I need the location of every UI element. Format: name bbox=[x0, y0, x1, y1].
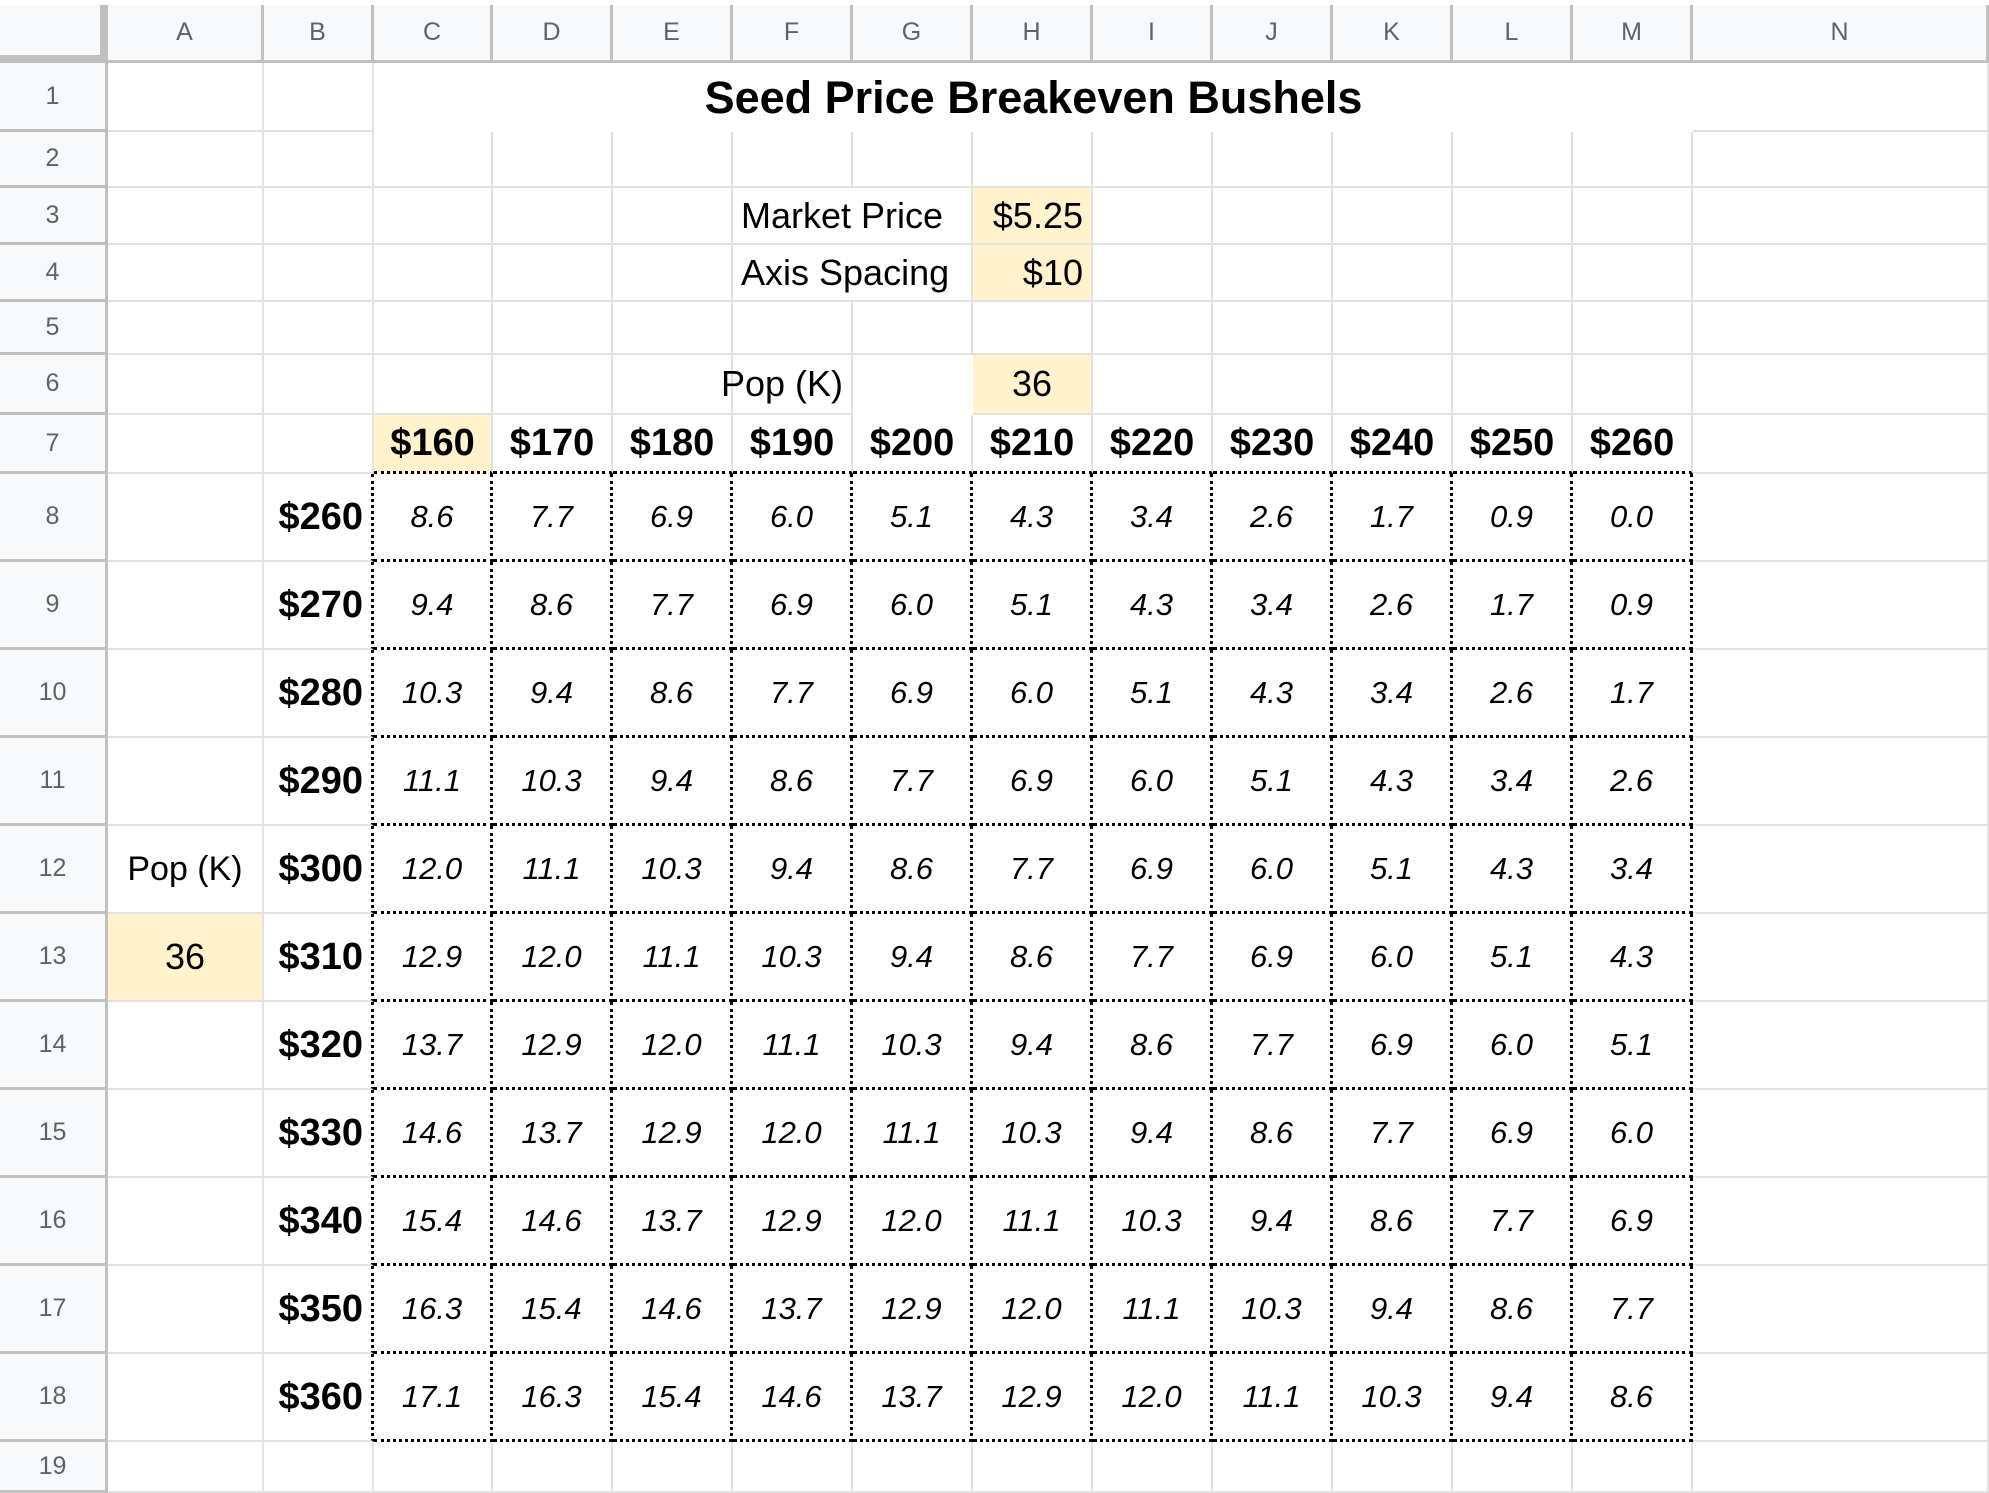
value-cell[interactable]: 6.0 bbox=[733, 474, 853, 562]
cell-M5[interactable] bbox=[1573, 302, 1693, 355]
cell-E5[interactable] bbox=[613, 302, 733, 355]
cell-H2[interactable] bbox=[973, 132, 1093, 188]
cell-A14[interactable] bbox=[108, 1002, 264, 1090]
row-header-6[interactable]: 6 bbox=[0, 355, 108, 415]
cell-A1[interactable] bbox=[108, 63, 264, 132]
value-cell[interactable]: 5.1 bbox=[1333, 826, 1453, 914]
value-cell[interactable]: 2.6 bbox=[1213, 474, 1333, 562]
value-cell[interactable]: 8.6 bbox=[1333, 1178, 1453, 1266]
value-cell[interactable]: 6.0 bbox=[1333, 914, 1453, 1002]
value-cell[interactable]: 8.6 bbox=[493, 562, 613, 650]
cell-N9[interactable] bbox=[1693, 562, 1989, 650]
value-cell[interactable]: 10.3 bbox=[493, 738, 613, 826]
market-price-label[interactable]: Market Price bbox=[733, 188, 973, 245]
cell-A9[interactable] bbox=[108, 562, 264, 650]
value-cell[interactable]: 6.0 bbox=[1213, 826, 1333, 914]
row-header-13[interactable]: 13 bbox=[0, 914, 108, 1002]
cell-N2[interactable] bbox=[1693, 132, 1989, 188]
column-header-L[interactable]: L bbox=[1453, 5, 1573, 63]
cell-D3[interactable] bbox=[493, 188, 613, 245]
cell-C6[interactable] bbox=[374, 355, 493, 415]
cell-K2[interactable] bbox=[1333, 132, 1453, 188]
value-cell[interactable]: 9.4 bbox=[1453, 1354, 1573, 1442]
cell-C3[interactable] bbox=[374, 188, 493, 245]
value-cell[interactable]: 15.4 bbox=[613, 1354, 733, 1442]
pop-label-side[interactable]: Pop (K) bbox=[108, 826, 264, 914]
value-cell[interactable]: 6.0 bbox=[1453, 1002, 1573, 1090]
row-header-5[interactable]: 5 bbox=[0, 302, 108, 355]
row-header-11[interactable]: 11 bbox=[0, 738, 108, 826]
column-header-K[interactable]: K bbox=[1333, 5, 1453, 63]
value-cell[interactable]: 8.6 bbox=[1093, 1002, 1213, 1090]
axis-spacing-label[interactable]: Axis Spacing bbox=[733, 245, 973, 302]
cell-N18[interactable] bbox=[1693, 1354, 1989, 1442]
column-header-F[interactable]: F bbox=[733, 5, 853, 63]
cell-M4[interactable] bbox=[1573, 245, 1693, 302]
seed-price-header[interactable]: $190 bbox=[733, 415, 853, 474]
cell-A11[interactable] bbox=[108, 738, 264, 826]
value-cell[interactable]: 5.1 bbox=[853, 474, 973, 562]
seed-price-row-header[interactable]: $310 bbox=[264, 914, 374, 1002]
value-cell[interactable]: 7.7 bbox=[1093, 914, 1213, 1002]
value-cell[interactable]: 12.0 bbox=[613, 1002, 733, 1090]
value-cell[interactable]: 0.0 bbox=[1573, 474, 1693, 562]
value-cell[interactable]: 6.9 bbox=[853, 650, 973, 738]
cell-C2[interactable] bbox=[374, 132, 493, 188]
cell-J19[interactable] bbox=[1213, 1442, 1333, 1493]
seed-price-row-header[interactable]: $320 bbox=[264, 1002, 374, 1090]
value-cell[interactable]: 15.4 bbox=[493, 1266, 613, 1354]
row-header-15[interactable]: 15 bbox=[0, 1090, 108, 1178]
value-cell[interactable]: 3.4 bbox=[1453, 738, 1573, 826]
value-cell[interactable]: 6.9 bbox=[1093, 826, 1213, 914]
value-cell[interactable]: 8.6 bbox=[853, 826, 973, 914]
seed-price-header[interactable]: $240 bbox=[1333, 415, 1453, 474]
cell-L19[interactable] bbox=[1453, 1442, 1573, 1493]
value-cell[interactable]: 7.7 bbox=[853, 738, 973, 826]
value-cell[interactable]: 12.9 bbox=[613, 1090, 733, 1178]
value-cell[interactable]: 6.9 bbox=[733, 562, 853, 650]
column-header-M[interactable]: M bbox=[1573, 5, 1693, 63]
value-cell[interactable]: 11.1 bbox=[1213, 1354, 1333, 1442]
value-cell[interactable]: 5.1 bbox=[1093, 650, 1213, 738]
cell-D5[interactable] bbox=[493, 302, 613, 355]
cell-C19[interactable] bbox=[374, 1442, 493, 1493]
cell-D19[interactable] bbox=[493, 1442, 613, 1493]
cell-I5[interactable] bbox=[1093, 302, 1213, 355]
value-cell[interactable]: 12.0 bbox=[733, 1090, 853, 1178]
cell-H19[interactable] bbox=[973, 1442, 1093, 1493]
cell-I19[interactable] bbox=[1093, 1442, 1213, 1493]
cell-L2[interactable] bbox=[1453, 132, 1573, 188]
value-cell[interactable]: 10.3 bbox=[853, 1002, 973, 1090]
cell-A7[interactable] bbox=[108, 415, 264, 474]
value-cell[interactable]: 11.1 bbox=[1093, 1266, 1213, 1354]
value-cell[interactable]: 8.6 bbox=[1453, 1266, 1573, 1354]
value-cell[interactable]: 10.3 bbox=[1093, 1178, 1213, 1266]
seed-price-header[interactable]: $210 bbox=[973, 415, 1093, 474]
cell-I6[interactable] bbox=[1093, 355, 1213, 415]
value-cell[interactable]: 9.4 bbox=[973, 1002, 1093, 1090]
value-cell[interactable]: 2.6 bbox=[1573, 738, 1693, 826]
row-header-14[interactable]: 14 bbox=[0, 1002, 108, 1090]
pop-input-top[interactable]: 36 bbox=[973, 355, 1093, 415]
value-cell[interactable]: 13.7 bbox=[374, 1002, 493, 1090]
value-cell[interactable]: 9.4 bbox=[374, 562, 493, 650]
value-cell[interactable]: 4.3 bbox=[1573, 914, 1693, 1002]
value-cell[interactable]: 15.4 bbox=[374, 1178, 493, 1266]
value-cell[interactable]: 1.7 bbox=[1453, 562, 1573, 650]
cell-B7[interactable] bbox=[264, 415, 374, 474]
seed-price-header[interactable]: $230 bbox=[1213, 415, 1333, 474]
value-cell[interactable]: 12.9 bbox=[733, 1178, 853, 1266]
row-header-18[interactable]: 18 bbox=[0, 1354, 108, 1442]
cell-B1[interactable] bbox=[264, 63, 374, 132]
pop-label-top[interactable]: Pop (K) bbox=[613, 355, 853, 415]
value-cell[interactable]: 16.3 bbox=[374, 1266, 493, 1354]
cell-B6[interactable] bbox=[264, 355, 374, 415]
value-cell[interactable]: 6.9 bbox=[613, 474, 733, 562]
seed-price-row-header[interactable]: $280 bbox=[264, 650, 374, 738]
value-cell[interactable]: 11.1 bbox=[733, 1002, 853, 1090]
cell-L3[interactable] bbox=[1453, 188, 1573, 245]
cell-A15[interactable] bbox=[108, 1090, 264, 1178]
seed-price-row-header[interactable]: $300 bbox=[264, 826, 374, 914]
value-cell[interactable]: 14.6 bbox=[733, 1354, 853, 1442]
cell-M6[interactable] bbox=[1573, 355, 1693, 415]
cell-I4[interactable] bbox=[1093, 245, 1213, 302]
row-header-12[interactable]: 12 bbox=[0, 826, 108, 914]
seed-price-row-header[interactable]: $270 bbox=[264, 562, 374, 650]
value-cell[interactable]: 3.4 bbox=[1213, 562, 1333, 650]
cell-J2[interactable] bbox=[1213, 132, 1333, 188]
cell-A18[interactable] bbox=[108, 1354, 264, 1442]
column-header-A[interactable]: A bbox=[108, 5, 264, 63]
value-cell[interactable]: 1.7 bbox=[1333, 474, 1453, 562]
row-header-7[interactable]: 7 bbox=[0, 415, 108, 474]
value-cell[interactable]: 9.4 bbox=[853, 914, 973, 1002]
value-cell[interactable]: 16.3 bbox=[493, 1354, 613, 1442]
cell-G19[interactable] bbox=[853, 1442, 973, 1493]
value-cell[interactable]: 10.3 bbox=[973, 1090, 1093, 1178]
cell-B5[interactable] bbox=[264, 302, 374, 355]
market-price-input[interactable]: $5.25 bbox=[973, 188, 1093, 245]
value-cell[interactable]: 8.6 bbox=[1573, 1354, 1693, 1442]
column-header-C[interactable]: C bbox=[374, 5, 493, 63]
value-cell[interactable]: 11.1 bbox=[853, 1090, 973, 1178]
value-cell[interactable]: 4.3 bbox=[1333, 738, 1453, 826]
cell-L6[interactable] bbox=[1453, 355, 1573, 415]
value-cell[interactable]: 7.7 bbox=[1453, 1178, 1573, 1266]
value-cell[interactable]: 17.1 bbox=[374, 1354, 493, 1442]
cell-N7[interactable] bbox=[1693, 415, 1989, 474]
cell-N8[interactable] bbox=[1693, 474, 1989, 562]
cell-M2[interactable] bbox=[1573, 132, 1693, 188]
row-header-3[interactable]: 3 bbox=[0, 188, 108, 245]
row-header-1[interactable]: 1 bbox=[0, 63, 108, 132]
cell-K19[interactable] bbox=[1333, 1442, 1453, 1493]
seed-price-row-header[interactable]: $340 bbox=[264, 1178, 374, 1266]
cell-B3[interactable] bbox=[264, 188, 374, 245]
value-cell[interactable]: 11.1 bbox=[613, 914, 733, 1002]
column-header-J[interactable]: J bbox=[1213, 5, 1333, 63]
row-header-19[interactable]: 19 bbox=[0, 1442, 108, 1493]
cell-N13[interactable] bbox=[1693, 914, 1989, 1002]
cell-B19[interactable] bbox=[264, 1442, 374, 1493]
column-header-H[interactable]: H bbox=[973, 5, 1093, 63]
cell-J4[interactable] bbox=[1213, 245, 1333, 302]
value-cell[interactable]: 13.7 bbox=[613, 1178, 733, 1266]
cell-A17[interactable] bbox=[108, 1266, 264, 1354]
seed-price-header[interactable]: $250 bbox=[1453, 415, 1573, 474]
value-cell[interactable]: 5.1 bbox=[1453, 914, 1573, 1002]
cell-A16[interactable] bbox=[108, 1178, 264, 1266]
row-header-8[interactable]: 8 bbox=[0, 474, 108, 562]
cell-M3[interactable] bbox=[1573, 188, 1693, 245]
value-cell[interactable]: 12.9 bbox=[973, 1354, 1093, 1442]
seed-price-header[interactable]: $180 bbox=[613, 415, 733, 474]
value-cell[interactable]: 0.9 bbox=[1573, 562, 1693, 650]
value-cell[interactable]: 8.6 bbox=[613, 650, 733, 738]
value-cell[interactable]: 6.0 bbox=[1573, 1090, 1693, 1178]
value-cell[interactable]: 12.0 bbox=[374, 826, 493, 914]
value-cell[interactable]: 6.9 bbox=[1453, 1090, 1573, 1178]
value-cell[interactable]: 6.9 bbox=[1213, 914, 1333, 1002]
value-cell[interactable]: 12.9 bbox=[853, 1266, 973, 1354]
cell-K5[interactable] bbox=[1333, 302, 1453, 355]
cell-E2[interactable] bbox=[613, 132, 733, 188]
row-header-16[interactable]: 16 bbox=[0, 1178, 108, 1266]
seed-price-row-header[interactable]: $260 bbox=[264, 474, 374, 562]
cell-N17[interactable] bbox=[1693, 1266, 1989, 1354]
value-cell[interactable]: 10.3 bbox=[613, 826, 733, 914]
cell-F2[interactable] bbox=[733, 132, 853, 188]
value-cell[interactable]: 2.6 bbox=[1453, 650, 1573, 738]
seed-price-header[interactable]: $220 bbox=[1093, 415, 1213, 474]
cell-A2[interactable] bbox=[108, 132, 264, 188]
value-cell[interactable]: 7.7 bbox=[973, 826, 1093, 914]
cell-N16[interactable] bbox=[1693, 1178, 1989, 1266]
cell-C5[interactable] bbox=[374, 302, 493, 355]
cell-N10[interactable] bbox=[1693, 650, 1989, 738]
value-cell[interactable]: 10.3 bbox=[1333, 1354, 1453, 1442]
value-cell[interactable]: 6.0 bbox=[853, 562, 973, 650]
value-cell[interactable]: 12.9 bbox=[493, 1002, 613, 1090]
row-header-10[interactable]: 10 bbox=[0, 650, 108, 738]
cell-J3[interactable] bbox=[1213, 188, 1333, 245]
cell-A4[interactable] bbox=[108, 245, 264, 302]
cell-K6[interactable] bbox=[1333, 355, 1453, 415]
value-cell[interactable]: 9.4 bbox=[1333, 1266, 1453, 1354]
value-cell[interactable]: 14.6 bbox=[613, 1266, 733, 1354]
cell-D2[interactable] bbox=[493, 132, 613, 188]
value-cell[interactable]: 7.7 bbox=[1333, 1090, 1453, 1178]
value-cell[interactable]: 12.9 bbox=[374, 914, 493, 1002]
value-cell[interactable]: 5.1 bbox=[1213, 738, 1333, 826]
cell-A3[interactable] bbox=[108, 188, 264, 245]
value-cell[interactable]: 0.9 bbox=[1453, 474, 1573, 562]
cell-G5[interactable] bbox=[853, 302, 973, 355]
seed-price-header[interactable]: $260 bbox=[1573, 415, 1693, 474]
column-header-B[interactable]: B bbox=[264, 5, 374, 63]
value-cell[interactable]: 8.6 bbox=[374, 474, 493, 562]
cell-C4[interactable] bbox=[374, 245, 493, 302]
axis-spacing-input[interactable]: $10 bbox=[973, 245, 1093, 302]
value-cell[interactable]: 1.7 bbox=[1573, 650, 1693, 738]
seed-price-header[interactable]: $160 bbox=[374, 415, 493, 474]
value-cell[interactable]: 7.7 bbox=[1573, 1266, 1693, 1354]
value-cell[interactable]: 12.0 bbox=[853, 1178, 973, 1266]
cell-F19[interactable] bbox=[733, 1442, 853, 1493]
value-cell[interactable]: 4.3 bbox=[1213, 650, 1333, 738]
cell-L4[interactable] bbox=[1453, 245, 1573, 302]
cell-N14[interactable] bbox=[1693, 1002, 1989, 1090]
seed-price-header[interactable]: $200 bbox=[853, 415, 973, 474]
column-header-E[interactable]: E bbox=[613, 5, 733, 63]
value-cell[interactable]: 4.3 bbox=[1453, 826, 1573, 914]
cell-A10[interactable] bbox=[108, 650, 264, 738]
cell-I3[interactable] bbox=[1093, 188, 1213, 245]
cell-N5[interactable] bbox=[1693, 302, 1989, 355]
value-cell[interactable]: 3.4 bbox=[1093, 474, 1213, 562]
value-cell[interactable]: 6.0 bbox=[973, 650, 1093, 738]
value-cell[interactable]: 11.1 bbox=[493, 826, 613, 914]
cell-N4[interactable] bbox=[1693, 245, 1989, 302]
cell-N11[interactable] bbox=[1693, 738, 1989, 826]
value-cell[interactable]: 9.4 bbox=[1213, 1178, 1333, 1266]
cell-N1[interactable] bbox=[1693, 63, 1989, 132]
row-header-17[interactable]: 17 bbox=[0, 1266, 108, 1354]
seed-price-row-header[interactable]: $290 bbox=[264, 738, 374, 826]
seed-price-row-header[interactable]: $330 bbox=[264, 1090, 374, 1178]
value-cell[interactable]: 12.0 bbox=[493, 914, 613, 1002]
cell-D4[interactable] bbox=[493, 245, 613, 302]
value-cell[interactable]: 6.9 bbox=[973, 738, 1093, 826]
cell-J6[interactable] bbox=[1213, 355, 1333, 415]
value-cell[interactable]: 2.6 bbox=[1333, 562, 1453, 650]
value-cell[interactable]: 12.0 bbox=[1093, 1354, 1213, 1442]
value-cell[interactable]: 13.7 bbox=[493, 1090, 613, 1178]
column-header-I[interactable]: I bbox=[1093, 5, 1213, 63]
column-header-D[interactable]: D bbox=[493, 5, 613, 63]
cell-N3[interactable] bbox=[1693, 188, 1989, 245]
cell-A8[interactable] bbox=[108, 474, 264, 562]
value-cell[interactable]: 7.7 bbox=[613, 562, 733, 650]
value-cell[interactable]: 7.7 bbox=[733, 650, 853, 738]
value-cell[interactable]: 8.6 bbox=[973, 914, 1093, 1002]
value-cell[interactable]: 7.7 bbox=[1213, 1002, 1333, 1090]
cell-D6[interactable] bbox=[493, 355, 613, 415]
value-cell[interactable]: 9.4 bbox=[493, 650, 613, 738]
value-cell[interactable]: 9.4 bbox=[613, 738, 733, 826]
cell-E19[interactable] bbox=[613, 1442, 733, 1493]
value-cell[interactable]: 8.6 bbox=[1213, 1090, 1333, 1178]
cell-J5[interactable] bbox=[1213, 302, 1333, 355]
pop-input-side[interactable]: 36 bbox=[108, 914, 264, 1002]
cell-F5[interactable] bbox=[733, 302, 853, 355]
cell-A6[interactable] bbox=[108, 355, 264, 415]
column-header-N[interactable]: N bbox=[1693, 5, 1989, 63]
row-header-2[interactable]: 2 bbox=[0, 132, 108, 188]
row-header-4[interactable]: 4 bbox=[0, 245, 108, 302]
value-cell[interactable]: 4.3 bbox=[973, 474, 1093, 562]
value-cell[interactable]: 3.4 bbox=[1573, 826, 1693, 914]
row-header-9[interactable]: 9 bbox=[0, 562, 108, 650]
value-cell[interactable]: 4.3 bbox=[1093, 562, 1213, 650]
seed-price-row-header[interactable]: $350 bbox=[264, 1266, 374, 1354]
cell-I2[interactable] bbox=[1093, 132, 1213, 188]
column-header-G[interactable]: G bbox=[853, 5, 973, 63]
cell-N19[interactable] bbox=[1693, 1442, 1989, 1493]
cell-E4[interactable] bbox=[613, 245, 733, 302]
cell-N12[interactable] bbox=[1693, 826, 1989, 914]
value-cell[interactable]: 12.0 bbox=[973, 1266, 1093, 1354]
cell-K4[interactable] bbox=[1333, 245, 1453, 302]
value-cell[interactable]: 13.7 bbox=[853, 1354, 973, 1442]
value-cell[interactable]: 9.4 bbox=[1093, 1090, 1213, 1178]
value-cell[interactable]: 5.1 bbox=[1573, 1002, 1693, 1090]
cell-G2[interactable] bbox=[853, 132, 973, 188]
value-cell[interactable]: 8.6 bbox=[733, 738, 853, 826]
cell-H5[interactable] bbox=[973, 302, 1093, 355]
cell-B2[interactable] bbox=[264, 132, 374, 188]
cell-A5[interactable] bbox=[108, 302, 264, 355]
value-cell[interactable]: 9.4 bbox=[733, 826, 853, 914]
select-all-corner[interactable] bbox=[0, 5, 108, 63]
cell-K3[interactable] bbox=[1333, 188, 1453, 245]
cell-A19[interactable] bbox=[108, 1442, 264, 1493]
cell-B4[interactable] bbox=[264, 245, 374, 302]
cell-E3[interactable] bbox=[613, 188, 733, 245]
value-cell[interactable]: 6.0 bbox=[1093, 738, 1213, 826]
value-cell[interactable]: 14.6 bbox=[493, 1178, 613, 1266]
cell-L5[interactable] bbox=[1453, 302, 1573, 355]
sheet-title: Seed Price Breakeven Bushels bbox=[704, 71, 1363, 123]
seed-price-header[interactable]: $170 bbox=[493, 415, 613, 474]
value-cell[interactable]: 10.3 bbox=[374, 650, 493, 738]
value-cell[interactable]: 5.1 bbox=[973, 562, 1093, 650]
value-cell[interactable]: 13.7 bbox=[733, 1266, 853, 1354]
cell-N6[interactable] bbox=[1693, 355, 1989, 415]
cell-M19[interactable] bbox=[1573, 1442, 1693, 1493]
value-cell[interactable]: 11.1 bbox=[973, 1178, 1093, 1266]
seed-price-row-header[interactable]: $360 bbox=[264, 1354, 374, 1442]
value-cell[interactable]: 6.9 bbox=[1573, 1178, 1693, 1266]
cell-N15[interactable] bbox=[1693, 1090, 1989, 1178]
value-cell[interactable]: 14.6 bbox=[374, 1090, 493, 1178]
value-cell[interactable]: 7.7 bbox=[493, 474, 613, 562]
value-cell[interactable]: 10.3 bbox=[733, 914, 853, 1002]
value-cell[interactable]: 6.9 bbox=[1333, 1002, 1453, 1090]
value-cell[interactable]: 10.3 bbox=[1213, 1266, 1333, 1354]
value-cell[interactable]: 11.1 bbox=[374, 738, 493, 826]
value-cell[interactable]: 3.4 bbox=[1333, 650, 1453, 738]
